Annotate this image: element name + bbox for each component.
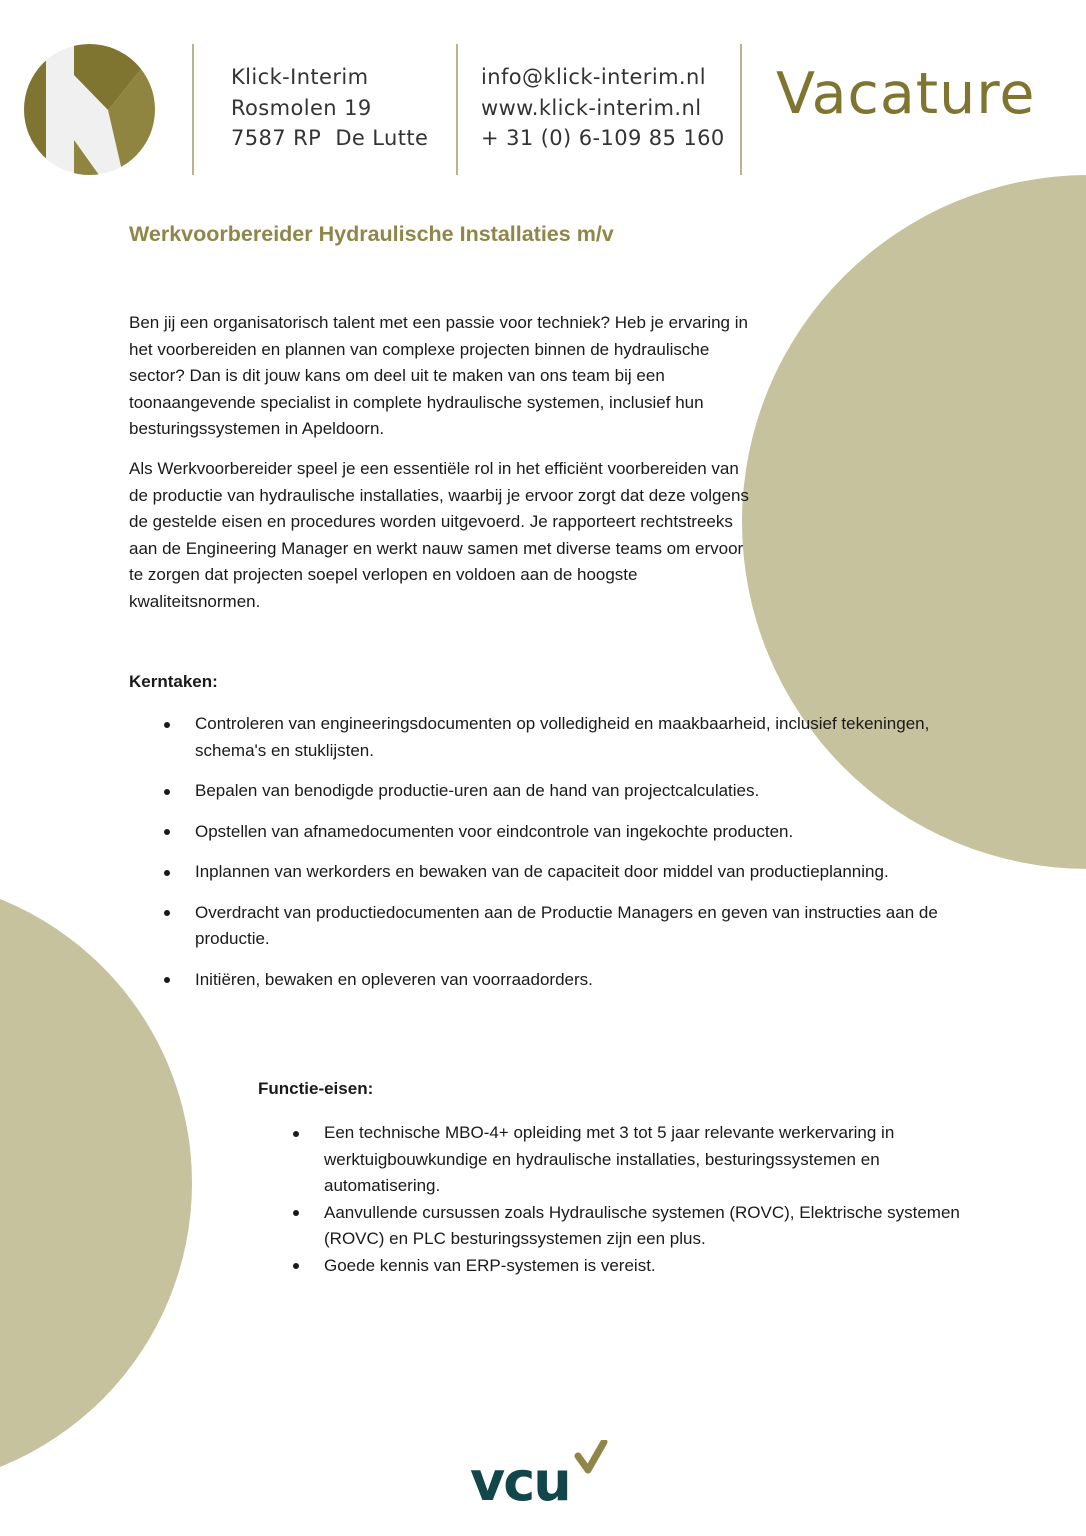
list-item-text: Bepalen van benodigde productie-uren aan de hand van projectcalculaties. xyxy=(195,781,760,800)
k-logo-icon xyxy=(24,44,155,175)
company-contact xyxy=(481,62,725,154)
bullet-icon xyxy=(164,910,170,916)
header-divider xyxy=(740,44,742,175)
intro-paragraph: Ben jij een organisatorisch talent met een passie voor techniek? Heb je ervaring in het voorbereiden en plannen van complexe projecten binnen de hydraulische sector? Dan is dit jouw kans om deel uit te maken van ons team bij een toonaangevende specialist in complete hydraulische systemen, inclusief hun besturingssystemen in Apeldoorn. xyxy=(129,313,748,438)
company-name: Klick-Interim xyxy=(231,65,369,89)
header-divider xyxy=(192,44,194,175)
list-item-text: Goede kennis van ERP-systemen is vereist. xyxy=(324,1255,656,1275)
bullet-icon xyxy=(164,829,170,835)
company-street: Rosmolen 19 xyxy=(231,95,372,120)
intro-paragraph: Als Werkvoorbereider speel je een essentiële rol in het efficiënt voorbereiden van de productie van hydraulische installaties, waarbij je ervoor zorgt dat deze volgens de gestelde eisen en procedures worden uitgevoerd. Je rapporteert rechtstreeks aan de Engineering Manager en werkt nauw samen met diverse teams om ervoor te zorgen dat projecten soepel verlopen en voldoen aan de hoogste kwaliteitsnormen. xyxy=(129,459,749,611)
list-item xyxy=(195,967,955,994)
list-item xyxy=(195,900,955,953)
bullet-icon xyxy=(293,1210,299,1216)
list-item-text: Opstellen van afnamedocumenten voor eindcontrole van ingekochte producten. xyxy=(195,821,794,841)
header-divider xyxy=(456,44,458,175)
list-item-text: Een technische MBO-4+ opleiding met 3 tot 5 jaar relevante werkervaring in werktuigbouwkundige en hydraulische installaties, besturingssystemen en automatisering. xyxy=(324,1123,895,1195)
vcu-check-icon xyxy=(578,1442,604,1470)
kerntaken-list xyxy=(195,711,955,1007)
job-title: Werkvoorbereider Hydraulische Installaties m/v xyxy=(129,222,614,246)
list-item xyxy=(195,819,955,846)
company-city: 7587 RP De Lutte xyxy=(231,126,429,150)
kerntaken-heading: Kerntaken: xyxy=(129,672,218,691)
list-item xyxy=(195,859,955,886)
bullet-icon xyxy=(293,1263,299,1269)
decorative-circle-left xyxy=(0,877,192,1489)
list-item xyxy=(324,1120,964,1200)
functie-eisen-heading: Functie-eisen: xyxy=(258,1079,374,1098)
list-item-text: Aanvullende cursussen zoals Hydraulische systemen (ROVC), Elektrische systemen (ROVC) en PLC besturingssystemen zijn een plus. xyxy=(324,1202,960,1248)
list-item-text: Initiëren, bewaken en opleveren van voorraadorders. xyxy=(195,969,593,989)
company-address xyxy=(231,62,428,154)
contact-phone: + 31 (0) 6-109 85 160 xyxy=(481,126,725,150)
contact-email: info@klick-interim.nl xyxy=(481,65,706,89)
bullet-icon xyxy=(164,789,170,795)
vcu-logo xyxy=(470,1440,610,1506)
functie-eisen-list xyxy=(324,1120,964,1279)
bullet-icon xyxy=(164,722,170,728)
list-item-text: Overdracht van productiedocumenten aan de Productie Managers en geven van instructies aan de productie. xyxy=(195,902,938,948)
list-item xyxy=(195,711,955,764)
vcu-logo-text: vcu xyxy=(470,1450,570,1506)
bullet-icon xyxy=(164,977,170,983)
document-type-title: Vacature xyxy=(776,61,1036,127)
list-item-text: Controleren van engineeringsdocumenten op volledigheid en maakbaarheid, inclusief tekeningen, schema's en stuklijsten. xyxy=(195,714,930,760)
list-item-text: Inplannen van werkorders en bewaken van de capaciteit door middel van productieplanning. xyxy=(195,862,889,881)
list-item xyxy=(195,778,955,805)
list-item xyxy=(324,1253,964,1280)
list-item xyxy=(324,1200,964,1253)
contact-website: www.klick-interim.nl xyxy=(481,95,702,120)
bullet-icon xyxy=(293,1131,299,1137)
bullet-icon xyxy=(164,870,170,876)
